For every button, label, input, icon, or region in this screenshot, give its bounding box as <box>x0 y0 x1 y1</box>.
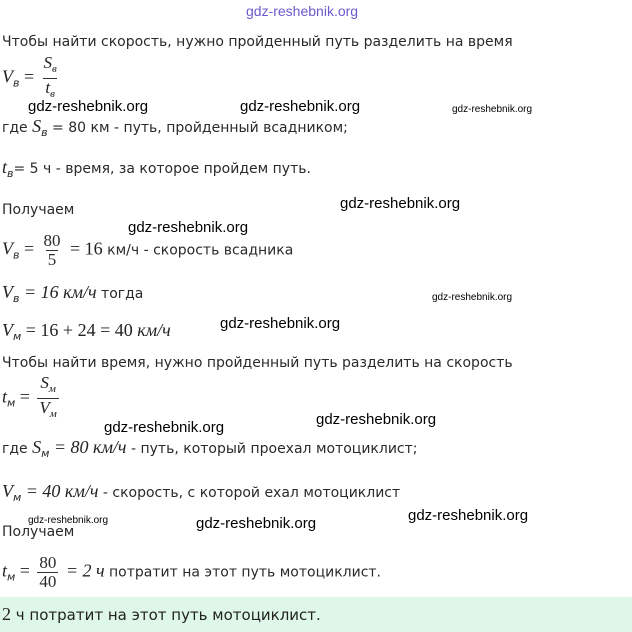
watermark: gdz-reshebnik.org <box>240 98 361 115</box>
text-rider-speed-then: $V_в = 16$ км/ч тогда <box>2 282 144 305</box>
watermark: gdz-reshebnik.org <box>28 515 109 526</box>
watermark: gdz-reshebnik.org <box>316 411 437 428</box>
watermark: gdz-reshebnik.org <box>408 507 529 524</box>
text-moto-speed: $V_м = 16 + 24 = 40$ км/ч <box>2 320 171 343</box>
watermark: gdz-reshebnik.org <box>104 419 225 436</box>
text-result-label: Получаем <box>2 202 75 218</box>
watermark: gdz-reshebnik.org <box>340 195 461 212</box>
text-speed-rule: Чтобы найти скорость, нужно пройденный путь разделить на время <box>2 34 513 50</box>
watermark: gdz-reshebnik.org <box>28 98 149 115</box>
formula-rider-speed-value: $V_в$ = $\frac{80}{5}$ = 16 км/ч - скорость всадника <box>2 231 294 269</box>
formula-speed-rider: $V_в$ = $\frac{S_в}{t_в}$ <box>2 54 62 103</box>
answer-text: 2 ч потратит на этот путь мотоциклист. <box>2 604 321 624</box>
watermark: gdz-reshebnik.org <box>196 515 317 532</box>
text-time-rule: Чтобы найти время, нужно пройденный путь разделить на скорость <box>2 355 513 371</box>
text-result-label-2: Получаем <box>2 524 75 540</box>
watermark: gdz-reshebnik.org <box>432 292 513 303</box>
watermark-top: gdz-reshebnik.org <box>246 3 359 19</box>
watermark: gdz-reshebnik.org <box>452 104 533 115</box>
formula-moto-time-value: $t_м$ = $\frac{80}{40}$ = 2 ч потратит на этот путь мотоциклист. <box>2 553 381 591</box>
formula-time-moto: $t_м$ = $\frac{S_м}{V_м}$ <box>2 374 62 423</box>
text-moto-distance: где $S_м = 80$ км/ч - путь, который проехал мотоциклист; <box>2 437 418 460</box>
watermark: gdz-reshebnik.org <box>128 219 249 236</box>
text-moto-speed-desc: $V_м = 40$ км/ч - скорость, с которой ехал мотоциклист <box>2 481 401 504</box>
text-rider-time: $t_в= 5$ ч - время, за которое пройдем путь. <box>2 157 311 180</box>
watermark: gdz-reshebnik.org <box>220 315 341 332</box>
text-rider-distance: где $S_в = 80$ км - путь, пройденный всадником; <box>2 116 348 139</box>
answer-box <box>0 597 632 632</box>
